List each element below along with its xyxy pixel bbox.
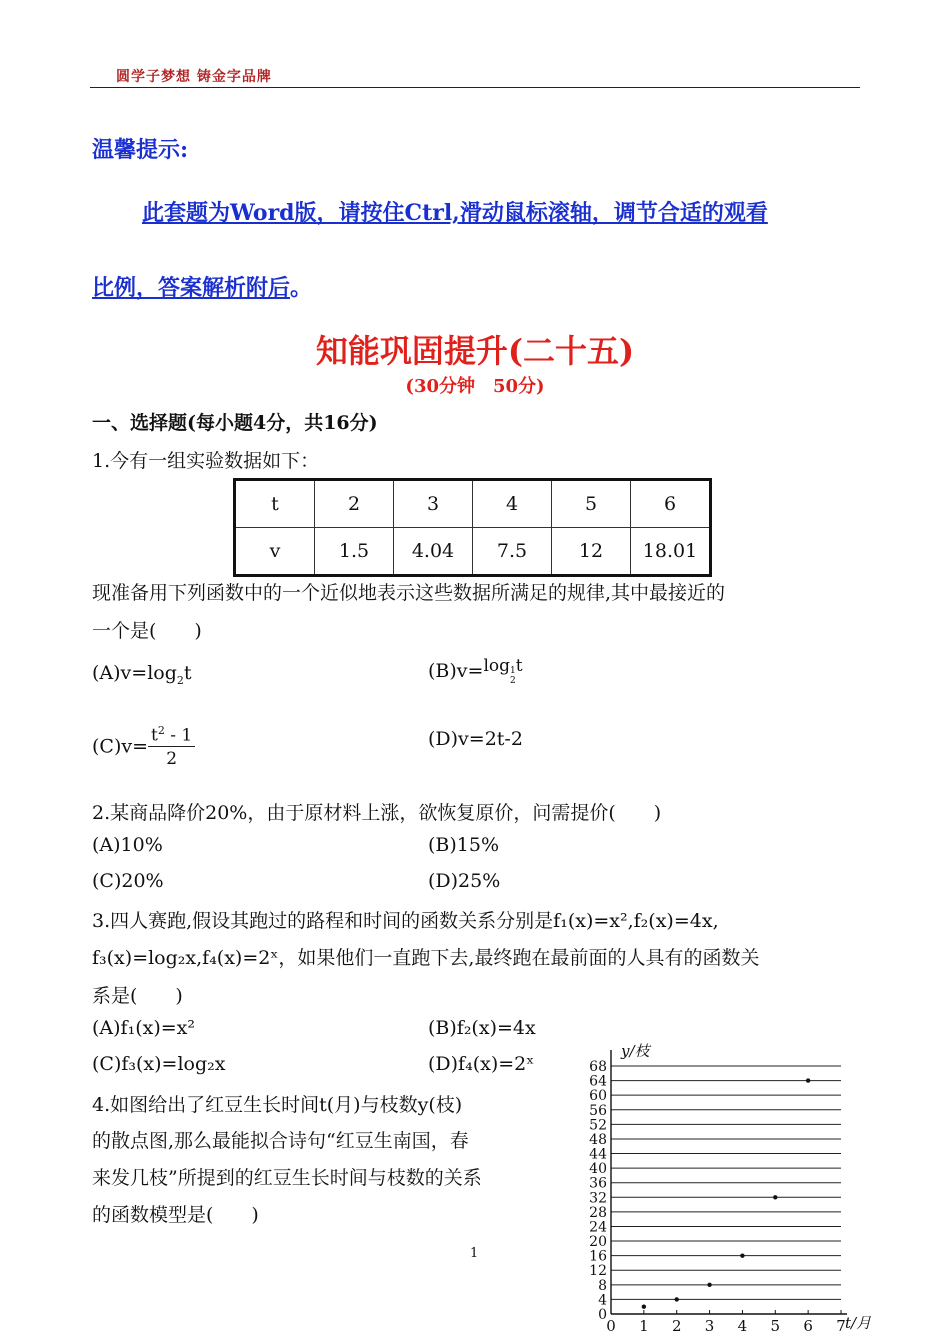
- x-tick-label: 4: [737, 1317, 748, 1335]
- x-tick-label: 2: [671, 1317, 682, 1335]
- x-tick-label: 1: [639, 1317, 649, 1335]
- y-tick-label: 40: [589, 1161, 607, 1178]
- q3-line-3: 系是( ): [92, 985, 183, 1007]
- section-heading: 一、选择题(每小题4分，共16分): [92, 412, 378, 434]
- tip-line-2-underlined: 比例，答案解析附后: [92, 275, 291, 301]
- x-tick-label: 0: [606, 1317, 616, 1335]
- x-tick-label: 5: [770, 1317, 781, 1335]
- q3-option-c: (C)f₃(x)=log₂x: [92, 1053, 226, 1075]
- q2-option-c: (C)20%: [92, 870, 164, 892]
- q4-line-4: 的函数模型是( ): [92, 1204, 259, 1226]
- y-tick-label: 24: [589, 1219, 607, 1236]
- y-tick-label: 8: [598, 1277, 607, 1294]
- data-point: [642, 1305, 646, 1309]
- y-tick-label: 60: [589, 1088, 607, 1105]
- y-tick-label: 28: [589, 1204, 607, 1221]
- q1-line-3: 一个是( ): [92, 620, 202, 642]
- q3-option-d: (D)f₄(x)=2ˣ: [428, 1053, 535, 1075]
- q3-line-2: f₃(x)=log₂x,f₄(x)=2ˣ，如果他们一直跑下去,最终跑在最前面的人具有的函数关: [92, 947, 760, 969]
- log-base-denominator: 2: [510, 676, 516, 686]
- y-tick-label: 16: [589, 1248, 607, 1265]
- data-point: [806, 1078, 810, 1082]
- q1-stem: 1.今有一组实验数据如下：: [92, 450, 320, 472]
- option-a-post: t: [183, 662, 192, 684]
- header-divider: [90, 87, 860, 88]
- y-tick-label: 20: [589, 1234, 607, 1251]
- y-tick-label: 44: [589, 1146, 607, 1163]
- table-cell: 4.04: [394, 528, 473, 576]
- y-axis-label: y/枝: [621, 1042, 650, 1060]
- log-base-numerator: 1: [510, 666, 516, 676]
- table-row: [235, 480, 711, 528]
- table-cell: 3: [394, 480, 473, 528]
- q2-stem: 2.某商品降价20%，由于原材料上涨，欲恢复原价，问需提价( ): [92, 802, 662, 824]
- option-c-fraction: [148, 724, 195, 769]
- fraction-denominator: 2: [166, 748, 178, 769]
- table-cell: t: [235, 480, 315, 528]
- tip-line-2-end: 。: [290, 275, 313, 301]
- fraction-numerator: [148, 724, 195, 747]
- document-subtitle: (30分钟 50分): [405, 376, 545, 397]
- table-row: [235, 528, 711, 576]
- data-point: [773, 1195, 777, 1199]
- option-b-text: (B)v=: [428, 660, 484, 682]
- x-axis-label: t/月: [845, 1314, 872, 1332]
- q3-option-b: (B)f₂(x)=4x: [428, 1017, 536, 1039]
- y-tick-label: 56: [589, 1102, 607, 1119]
- y-tick-label: 0: [598, 1307, 607, 1323]
- numerator-rest: - 1: [164, 725, 193, 746]
- option-b-post: t: [515, 656, 523, 676]
- q2-option-a: (A)10%: [92, 834, 163, 856]
- y-tick-label: 12: [589, 1263, 607, 1280]
- table-cell: v: [235, 528, 315, 576]
- y-tick-label: 36: [589, 1175, 607, 1192]
- table-cell: 2: [315, 480, 394, 528]
- table-cell: 5: [552, 480, 631, 528]
- y-tick-label: 4: [598, 1292, 607, 1309]
- option-c-text: (C)v=: [92, 735, 149, 758]
- y-tick-label: 68: [589, 1059, 607, 1075]
- tip-line-2: [92, 271, 312, 302]
- x-tick-label: 3: [704, 1317, 715, 1335]
- q1-line-2: 现准备用下列函数中的一个近似地表示这些数据所满足的规律,其中最接近的: [92, 582, 726, 604]
- y-tick-label: 64: [589, 1073, 607, 1090]
- table-cell: 1.5: [315, 528, 394, 576]
- option-b-log-word: log: [483, 656, 511, 676]
- numerator-sup: 2: [157, 724, 165, 737]
- q4-line-1: 4.如图给出了红豆生长时间t(月)与枝数y(枝): [92, 1094, 463, 1116]
- y-tick-label: 52: [589, 1117, 607, 1134]
- table-cell: 18.01: [631, 528, 711, 576]
- option-a-text: (A)v=log: [92, 662, 177, 684]
- q2-option-d: (D)25%: [428, 870, 501, 892]
- page-number: 1: [470, 1246, 479, 1261]
- q3-option-a: (A)f₁(x)=x²: [92, 1017, 195, 1039]
- q3-line-1: 3.四人赛跑,假设其跑过的路程和时间的函数关系分别是f₁(x)=x²,f₂(x)=4x,: [92, 910, 719, 932]
- q4-line-3: 来发几枝”所提到的红豆生长时间与枝数的关系: [92, 1167, 482, 1189]
- scatter-chart: [585, 1038, 885, 1338]
- q1-option-a: [92, 662, 192, 687]
- tip-title: 温馨提示:: [92, 137, 189, 163]
- data-point: [707, 1283, 711, 1287]
- q1-option-d: (D)v=2t-2: [428, 728, 523, 750]
- q2-option-b: (B)15%: [428, 834, 500, 856]
- data-point: [740, 1253, 744, 1257]
- tip-line-1: 此套题为Word版，请按住Ctrl,滑动鼠标滚轴，调节合适的观看: [142, 200, 768, 226]
- table-cell: 4: [473, 480, 552, 528]
- table-cell: 12: [552, 528, 631, 576]
- q1-data-table: [233, 478, 712, 577]
- option-a-sub: 2: [176, 673, 184, 687]
- table-cell: 6: [631, 480, 711, 528]
- numerator-t: t: [151, 725, 158, 746]
- q1-option-c: [92, 724, 195, 769]
- header-brand: 圆学子梦想 铸金字品牌: [116, 69, 272, 85]
- data-point: [675, 1297, 679, 1301]
- y-tick-label: 32: [589, 1190, 607, 1207]
- x-tick-label: 6: [803, 1317, 813, 1335]
- q1-option-b: [428, 656, 523, 686]
- y-tick-label: 48: [589, 1131, 607, 1148]
- table-cell: 7.5: [473, 528, 552, 576]
- document-title: 知能巩固提升(二十五): [315, 332, 635, 370]
- option-b-log: [483, 656, 522, 686]
- q4-line-2: 的散点图,那么最能拟合诗句“红豆生南国，春: [92, 1130, 469, 1152]
- x-tick-label: 7: [836, 1317, 846, 1335]
